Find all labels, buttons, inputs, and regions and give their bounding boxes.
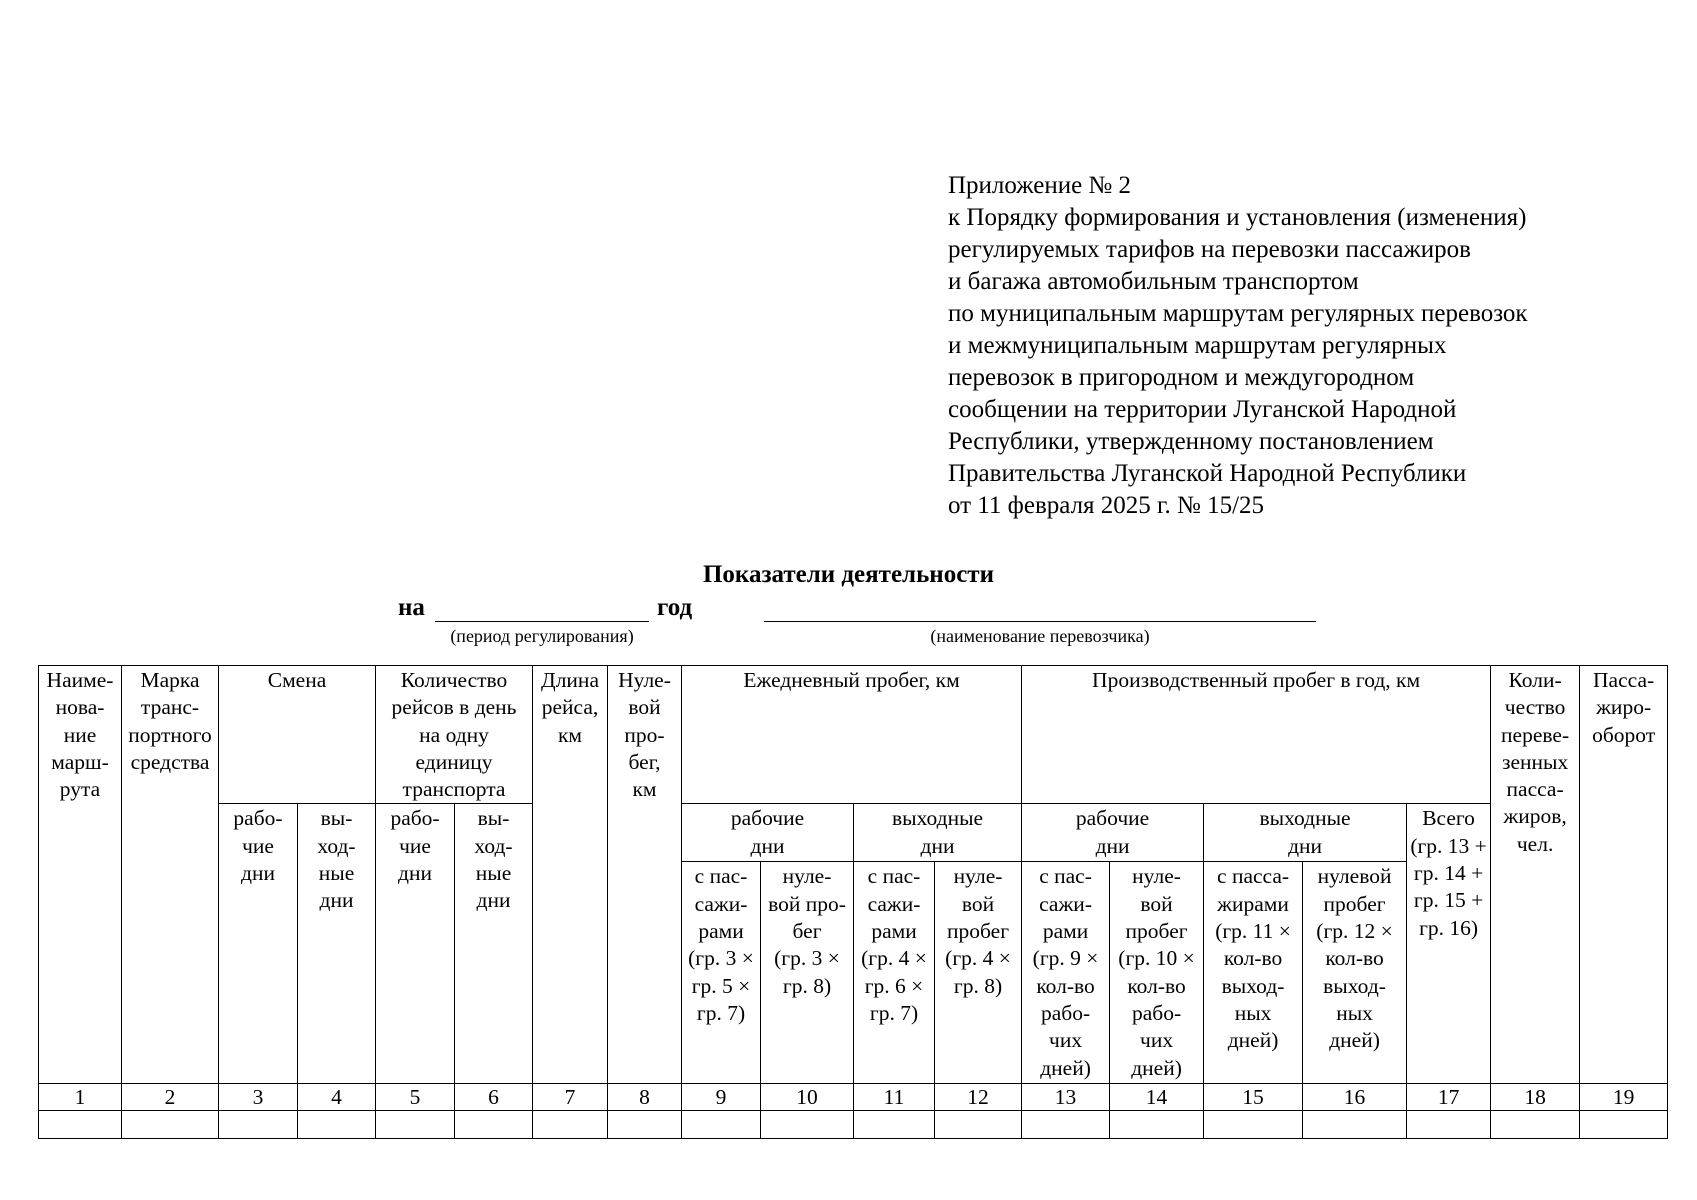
appendix-line: и багажа автомобильным транспортом xyxy=(948,268,1359,295)
column-number: 17 xyxy=(1407,1084,1491,1111)
column-number: 9 xyxy=(682,1084,761,1111)
header-daily-run: Ежедневный пробег, км xyxy=(682,666,1022,804)
empty-cell[interactable] xyxy=(455,1111,533,1139)
column-number: 19 xyxy=(1580,1084,1668,1111)
empty-cell[interactable] xyxy=(122,1111,219,1139)
column-number: 1 xyxy=(39,1084,122,1111)
period-blank-line[interactable] xyxy=(435,621,649,622)
column-number: 5 xyxy=(376,1084,455,1111)
header-passengers-count: Коли- чество переве- зенных пасса- жиров, чел. xyxy=(1491,666,1580,1084)
performance-table xyxy=(38,665,1668,1139)
appendix-line: перевозок в пригородном и междугородном xyxy=(948,364,1415,391)
header-shift-workdays: рабо- чие дни xyxy=(219,804,298,1084)
header-col-12: нуле- вой пробег (гр. 4 × гр. 8) xyxy=(935,862,1022,1084)
column-number-row xyxy=(39,1084,1668,1111)
header-total: Всего (гр. 13 + гр. 14 + гр. 15 + гр. 16) xyxy=(1407,804,1491,1084)
header-trips-weekends: вы- ход- ные дни xyxy=(455,804,533,1084)
header-trips-workdays: рабо- чие дни xyxy=(376,804,455,1084)
header-passenger-turnover: Пасса- жиро- оборот xyxy=(1580,666,1668,1084)
column-number: 7 xyxy=(533,1084,608,1111)
header-daily-workdays: рабочие дни xyxy=(682,804,854,862)
appendix-line: по муниципальным маршрутам регулярных перевозок xyxy=(948,300,1528,327)
header-trips-per-day: Количество рейсов в день на одну единицу транспорта xyxy=(376,666,533,804)
column-number: 14 xyxy=(1110,1084,1204,1111)
empty-data-row xyxy=(39,1111,1668,1139)
header-route-name: Наиме- нова- ние марш- рута xyxy=(39,666,122,1084)
form-title: Показатели деятельности xyxy=(702,561,994,588)
column-number: 15 xyxy=(1204,1084,1303,1111)
column-number: 16 xyxy=(1303,1084,1407,1111)
header-zero-run: Нуле- вой про- бег, км xyxy=(608,666,682,1084)
column-number: 3 xyxy=(219,1084,298,1111)
column-number: 6 xyxy=(455,1084,533,1111)
header-production-run: Производственный пробег в год, км xyxy=(1022,666,1491,804)
header-col-9: с пас- сажи- рами (гр. 3 × гр. 5 × гр. 7) xyxy=(682,862,761,1084)
empty-cell[interactable] xyxy=(761,1111,854,1139)
column-number: 10 xyxy=(761,1084,854,1111)
header-col-16: нулевой пробег (гр. 12 × кол-во выход- ных дней) xyxy=(1303,862,1407,1084)
appendix-line: Республики, утвержденному постановлением xyxy=(948,428,1434,455)
header-trip-length: Длина рейса, км xyxy=(533,666,608,1084)
empty-cell[interactable] xyxy=(1303,1111,1407,1139)
column-number: 13 xyxy=(1022,1084,1110,1111)
header-shift-weekends: вы- ход- ные дни xyxy=(298,804,376,1084)
header-prod-workdays: рабочие дни xyxy=(1022,804,1204,862)
empty-cell[interactable] xyxy=(39,1111,122,1139)
empty-cell[interactable] xyxy=(219,1111,298,1139)
column-number: 8 xyxy=(608,1084,682,1111)
column-number: 11 xyxy=(854,1084,935,1111)
column-number: 2 xyxy=(122,1084,219,1111)
column-number: 12 xyxy=(935,1084,1022,1111)
header-vehicle-brand: Марка транс- портного средства xyxy=(122,666,219,1084)
header-col-15: с пасса- жирами (гр. 11 × кол-во выход- ных дней) xyxy=(1204,862,1303,1084)
appendix-line: Правительства Луганской Народной Республики xyxy=(948,460,1467,487)
column-number: 4 xyxy=(298,1084,376,1111)
period-hint: (период регулирования) xyxy=(450,626,634,646)
empty-cell[interactable] xyxy=(1580,1111,1668,1139)
header-col-11: с пас- сажи- рами (гр. 4 × гр. 6 × гр. 7) xyxy=(854,862,935,1084)
empty-cell[interactable] xyxy=(1491,1111,1580,1139)
appendix-line: сообщении на территории Луганской Народной xyxy=(948,396,1457,423)
header-daily-weekends: выходные дни xyxy=(854,804,1022,862)
empty-cell[interactable] xyxy=(1110,1111,1204,1139)
appendix-line: Приложение № 2 xyxy=(948,172,1132,199)
carrier-hint: (наименование перевозчика) xyxy=(930,626,1150,646)
appendix-line: и межмуниципальным маршрутам регулярных xyxy=(948,332,1447,359)
appendix-line: к Порядку формирования и установления (изменения) xyxy=(948,204,1527,231)
table-header-row xyxy=(39,804,1668,862)
header-col-10: нуле- вой про- бег (гр. 3 × гр. 8) xyxy=(761,862,854,1084)
empty-cell[interactable] xyxy=(533,1111,608,1139)
table-header-row xyxy=(39,666,1668,804)
column-number: 18 xyxy=(1491,1084,1580,1111)
appendix-line: от 11 февраля 2025 г. № 15/25 xyxy=(948,492,1265,519)
empty-cell[interactable] xyxy=(935,1111,1022,1139)
appendix-line: регулируемых тарифов на перевозки пассажиров xyxy=(948,236,1471,263)
year-label: год xyxy=(657,594,693,621)
header-shift: Смена xyxy=(219,666,376,804)
empty-cell[interactable] xyxy=(1204,1111,1303,1139)
header-col-14: нуле- вой пробег (гр. 10 × кол-во рабо- чих дней) xyxy=(1110,862,1204,1084)
header-prod-weekends: выходные дни xyxy=(1204,804,1407,862)
empty-cell[interactable] xyxy=(376,1111,455,1139)
na-label: на xyxy=(398,594,425,621)
empty-cell[interactable] xyxy=(608,1111,682,1139)
empty-cell[interactable] xyxy=(682,1111,761,1139)
empty-cell[interactable] xyxy=(1022,1111,1110,1139)
empty-cell[interactable] xyxy=(854,1111,935,1139)
empty-cell[interactable] xyxy=(298,1111,376,1139)
header-col-13: с пас- сажи- рами (гр. 9 × кол-во рабо- чих дней) xyxy=(1022,862,1110,1084)
empty-cell[interactable] xyxy=(1407,1111,1491,1139)
carrier-blank-line[interactable] xyxy=(764,621,1316,622)
appendix-block xyxy=(948,170,1528,522)
